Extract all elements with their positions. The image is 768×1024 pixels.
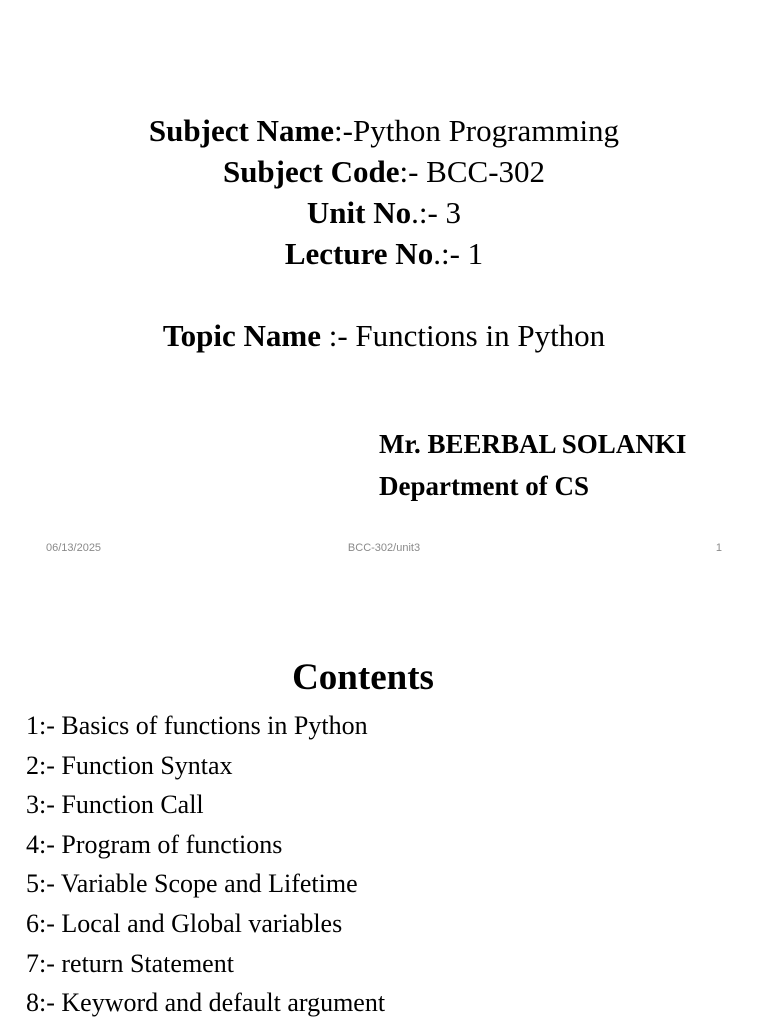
lecture-value: .:- 1 — [433, 236, 484, 271]
list-item: 2:- Function Syntax — [26, 750, 233, 780]
subject-name-value: :-Python Programming — [334, 113, 620, 148]
list-item: 3:- Function Call — [26, 790, 204, 820]
unit-line — [0, 192, 768, 233]
list-item: 8:- Keyword and default argument — [26, 988, 386, 1018]
footer-date: 06/13/2025 — [46, 542, 102, 554]
list-item: 4:- Program of functions — [26, 829, 283, 859]
footer-course-unit: BCC-302/unit3 — [347, 542, 421, 554]
slide-footer — [0, 542, 768, 558]
lecture-line — [0, 233, 768, 274]
subject-name-label: Subject Name — [148, 113, 335, 148]
title-block — [0, 110, 768, 274]
contents-list — [26, 706, 385, 1023]
author-block — [379, 423, 686, 507]
topic-label: Topic Name — [162, 318, 321, 353]
author-name: Mr. BEERBAL SOLANKI — [379, 429, 687, 459]
subject-code-line — [0, 151, 768, 192]
subject-name-line — [0, 110, 768, 151]
list-item: 1:- Basics of functions in Python — [26, 711, 368, 740]
unit-value: .:- 3 — [411, 195, 462, 230]
subject-code-label: Subject Code — [222, 154, 400, 189]
lecture-label: Lecture No — [284, 236, 434, 271]
topic-value: :- Functions in Python — [320, 318, 606, 353]
contents-heading: Contents — [292, 657, 434, 698]
topic-line — [0, 315, 768, 356]
department: Department of CS — [379, 471, 589, 501]
subject-code-value: :- BCC-302 — [399, 154, 546, 189]
unit-label: Unit No — [306, 195, 412, 230]
list-item: 6:- Local and Global variables — [26, 908, 343, 938]
list-item: 5:- Variable Scope and Lifetime — [26, 869, 358, 899]
footer-page-number: 1 — [715, 542, 722, 554]
contents-slide — [0, 576, 768, 1024]
list-item: 7:- return Statement — [26, 948, 234, 978]
